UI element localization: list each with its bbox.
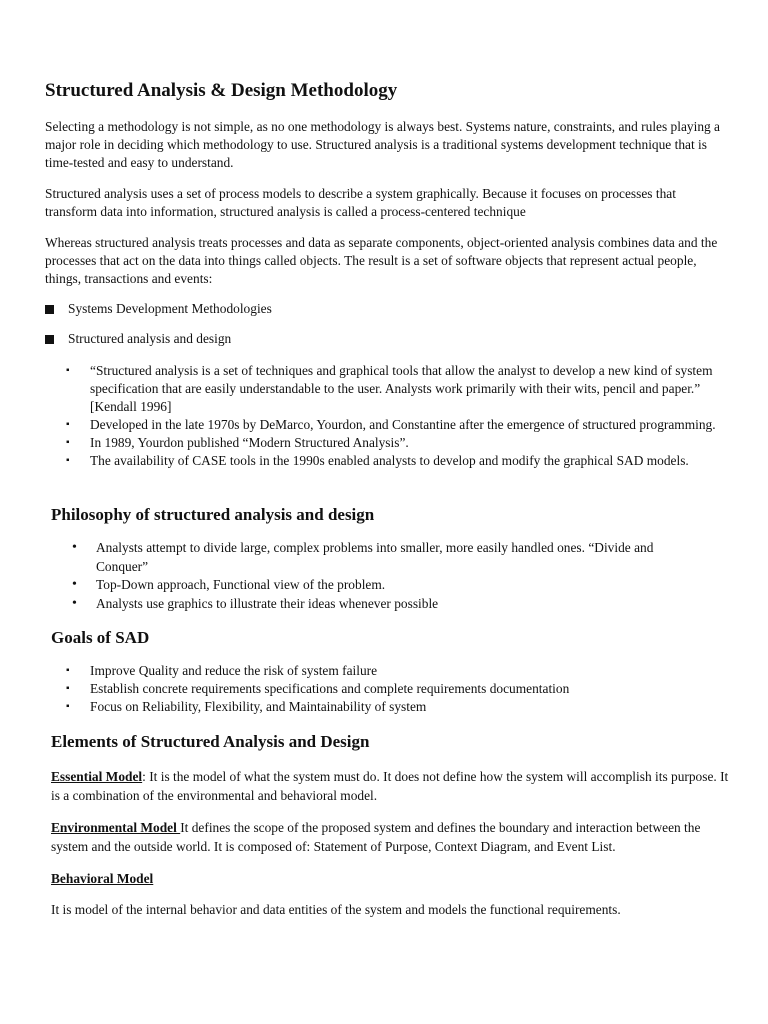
list-item: ▪ In 1989, Yourdon published “Modern Structured Analysis”. bbox=[66, 434, 726, 452]
square-bullet-icon bbox=[45, 335, 54, 344]
essential-model-text: : It is the model of what the system must do. It does not define how the system will accomplish its purpose. It is a combination of the environmental and behavioral model. bbox=[51, 769, 729, 803]
intro-paragraph-3: Whereas structured analysis treats processes and data as separate components, object-oriented analysis combines data and the processes that act on the data into things called objects. The result is a set of software objects that represent actual people, things, transactions and events: bbox=[45, 235, 718, 286]
list-item: ▪ The availability of CASE tools in the 1990s enabled analysts to develop and modify the graphical SAD models. bbox=[66, 452, 726, 470]
environmental-model-term: Environmental Model bbox=[51, 820, 181, 835]
list-item: ▪ Establish concrete requirements specifications and complete requirements documentation bbox=[66, 680, 726, 698]
sad-points-list bbox=[66, 362, 726, 470]
page-title: Structured Analysis & Design Methodology bbox=[45, 80, 398, 101]
list-item: • Analysts attempt to divide large, complex problems into smaller, more easily handled ones. “Divide and Conquer” bbox=[72, 539, 702, 576]
main-bullet-item: Structured analysis and design bbox=[68, 331, 232, 346]
essential-model-term: Essential Model bbox=[51, 769, 143, 784]
environmental-model-text: It defines the scope of the proposed system and defines the boundary and interaction between the system and the outside world. It is composed of: Statement of Purpose, Context Diagram, and Event List. bbox=[51, 820, 701, 854]
behavioral-model-heading bbox=[51, 869, 731, 888]
elements-heading: Elements of Structured Analysis and Design bbox=[51, 732, 370, 751]
main-bullet-item: Systems Development Methodologies bbox=[68, 301, 272, 316]
intro-paragraph-1: Selecting a methodology is not simple, as no one methodology is always best. Systems nature, constraints, and rules playing a major role in deciding which methodology to use. Structured analysis is a traditional systems development technique that is time-tested and easy to understand. bbox=[45, 119, 721, 170]
list-item: ▪ Developed in the late 1970s by DeMarco, Yourdon, and Constantine after the emergence of structured programming. bbox=[66, 416, 726, 434]
list-item: ▪ “Structured analysis is a set of techniques and graphical tools that allow the analyst to develop a new kind of system specification that are easily understandable to the user. Analysts work primarily with their wits, pencil and paper.” [Kendall 1996] bbox=[66, 362, 726, 416]
philosophy-heading: Philosophy of structured analysis and design bbox=[51, 505, 375, 524]
list-item: ▪ Focus on Reliability, Flexibility, and Maintainability of system bbox=[66, 698, 726, 716]
list-item: • Analysts use graphics to illustrate their ideas whenever possible bbox=[72, 595, 702, 614]
list-item: • Top-Down approach, Functional view of the problem. bbox=[72, 576, 702, 595]
environmental-model-paragraph bbox=[51, 818, 731, 856]
behavioral-model-term: Behavioral Model bbox=[51, 871, 154, 886]
square-bullet-icon bbox=[45, 305, 54, 314]
goals-heading: Goals of SAD bbox=[51, 628, 150, 647]
intro-paragraph-2: Structured analysis uses a set of process models to describe a system graphically. Because it focuses on processes that transform data into information, structured analysis is called a process-centered technique bbox=[45, 186, 676, 219]
list-item: ▪ Improve Quality and reduce the risk of system failure bbox=[66, 662, 726, 680]
philosophy-list bbox=[72, 539, 702, 613]
behavioral-model-text: It is model of the internal behavior and data entities of the system and models the functional requirements. bbox=[51, 902, 621, 917]
essential-model-paragraph bbox=[51, 767, 731, 805]
goals-list bbox=[66, 662, 726, 716]
